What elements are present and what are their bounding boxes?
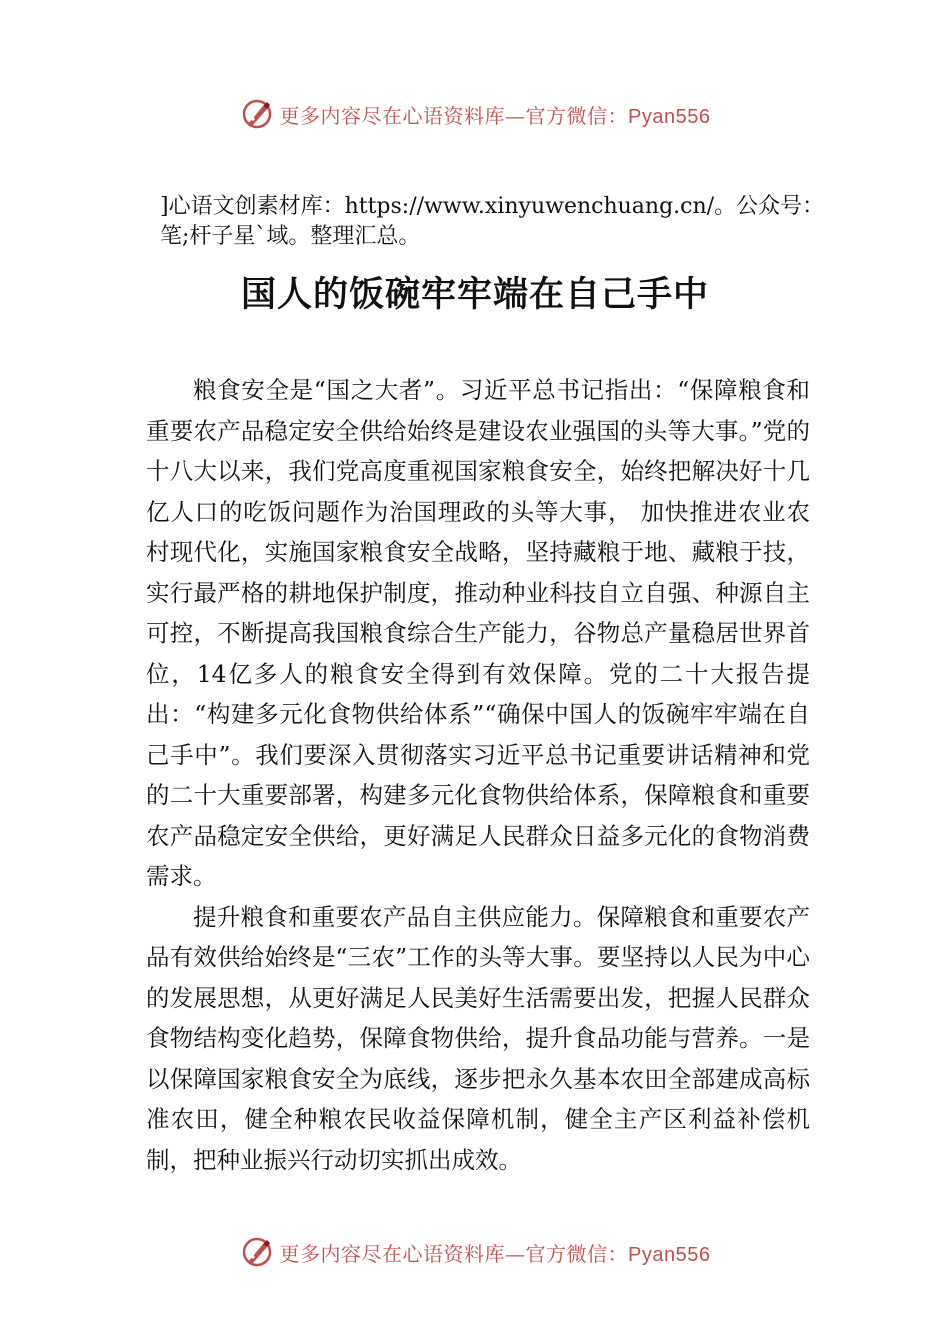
header-banner xyxy=(0,94,950,134)
paragraph: 提升粮食和重要农产品自主供应能力。保障粮食和重要农产品有效供给始终是“三农”工作的头等大事。要坚持以人民为中心的发展思想，从更好满足人民美好生活需要出发，把握人民群众食物结构变化趋势，保障食物供给，提升食品功能与营养。一是以保障国家粮食安全为底线，逐步把永久基本农田全部建成高标准农田，健全种粮农民收益保障机制，健全主产区利益补偿机制，把种业振兴行动切实抓出成效。 xyxy=(146,902,810,1174)
pen-nib-logo-icon xyxy=(240,1235,274,1269)
source-note: ]心语文创素材库：https://www.xinyuwenchuang.cn/。公众号：笔;杆子星`域。整理汇总。 xyxy=(160,194,825,249)
pen-nib-logo-icon xyxy=(240,97,274,131)
footer-wechat-id: Pyan556 xyxy=(628,1243,711,1266)
article-body xyxy=(146,370,810,1180)
header-wechat-id: Pyan556 xyxy=(628,105,711,128)
footer-banner-text: 更多内容尽在心语资料库—官方微信：Pyan556 xyxy=(279,1241,711,1266)
header-banner-text: 更多内容尽在心语资料库—官方微信：Pyan556 xyxy=(279,103,711,128)
article-title: 国人的饭碗牢牢端在自己手中 xyxy=(240,274,709,315)
paragraph: 粮食安全是“国之大者”。习近平总书记指出：“保障粮食和重要农产品稳定安全供给始终是建设农业强国的头等大事。”党的十八大以来，我们党高度重视国家粮食安全，始终把解决好十几亿人口的吃饭问题作为治国理政的头等大事， 加快推进农业农村现代化，实施国家粮食安全战略，坚持藏粮于地、藏粮于技，实行最严格的耕地保护制度，推动种业科技自立自强、种源自主可控，不断提高我国粮食综合生产能力，谷物总产量稳居世界首位，14亿多人的粮食安全得到有效保障。党的二十大报告提出：“构建多元化食物供给体系”“确保中国人的饭碗牢牢端在自己手中”。我们要深入贯彻落实习近平总书记重要讲话精神和党的二十大重要部署，构建多元化食物供给体系，保障粮食和重要农产品稳定安全供给，更好满足人民群众日益多元化的食物消费需求。 xyxy=(146,376,810,890)
footer-banner xyxy=(0,1232,950,1272)
